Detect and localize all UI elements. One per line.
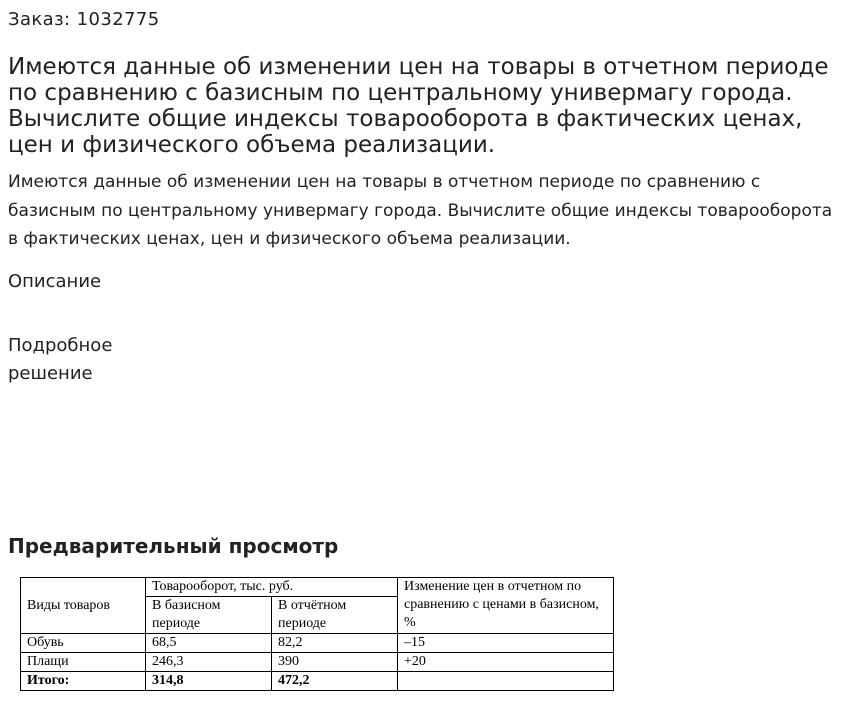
total-change <box>398 672 614 691</box>
row-base: 68,5 <box>146 634 272 653</box>
header-base: В базисном периоде <box>146 597 272 634</box>
row-name: Обувь <box>21 634 146 653</box>
description-label: Описание <box>8 270 102 292</box>
row-base: 246,3 <box>146 653 272 672</box>
order-number: 1032775 <box>76 9 160 30</box>
header-price-change: Изменение цен в отчетном по сравнению с ценами в базисном, % <box>398 578 614 634</box>
total-name: Итого: <box>21 672 146 691</box>
total-report: 472,2 <box>272 672 398 691</box>
row-report: 390 <box>272 653 398 672</box>
task-title: Имеются данные об изменении цен на товары в отчетном периоде по сравнению с базисным по центральному универмагу города. Вычислите общие индексы товарооборота в фактических ценах, цен и физического объема реализации. <box>8 54 829 158</box>
row-name: Плащи <box>21 653 146 672</box>
header-type: Виды товаров <box>21 578 146 634</box>
task-text: Имеются данные об изменении цен на товары в отчетном периоде по сравнению с базисным по центральному универмагу города. Вычислите общие индексы товарооборота в фактических ценах, цен и физического объема реализации. <box>8 172 833 249</box>
solution-label: Подробное решение <box>8 334 113 384</box>
total-base: 314,8 <box>146 672 272 691</box>
row-report: 82,2 <box>272 634 398 653</box>
row-change: +20 <box>398 653 614 672</box>
table-row <box>21 634 614 653</box>
header-turnover: Товарооборот, тыс. руб. <box>146 578 398 597</box>
task-page <box>8 0 839 688</box>
row-change: –15 <box>398 634 614 653</box>
table-header-row <box>21 578 614 597</box>
table-row <box>21 653 614 672</box>
header-report: В отчётном периоде <box>272 597 398 634</box>
order-label: Заказ: <box>8 9 71 30</box>
preview-table <box>20 577 614 691</box>
order-line <box>8 8 839 32</box>
table-total-row <box>21 672 614 691</box>
preview-title: Предварительный просмотр <box>8 534 339 558</box>
